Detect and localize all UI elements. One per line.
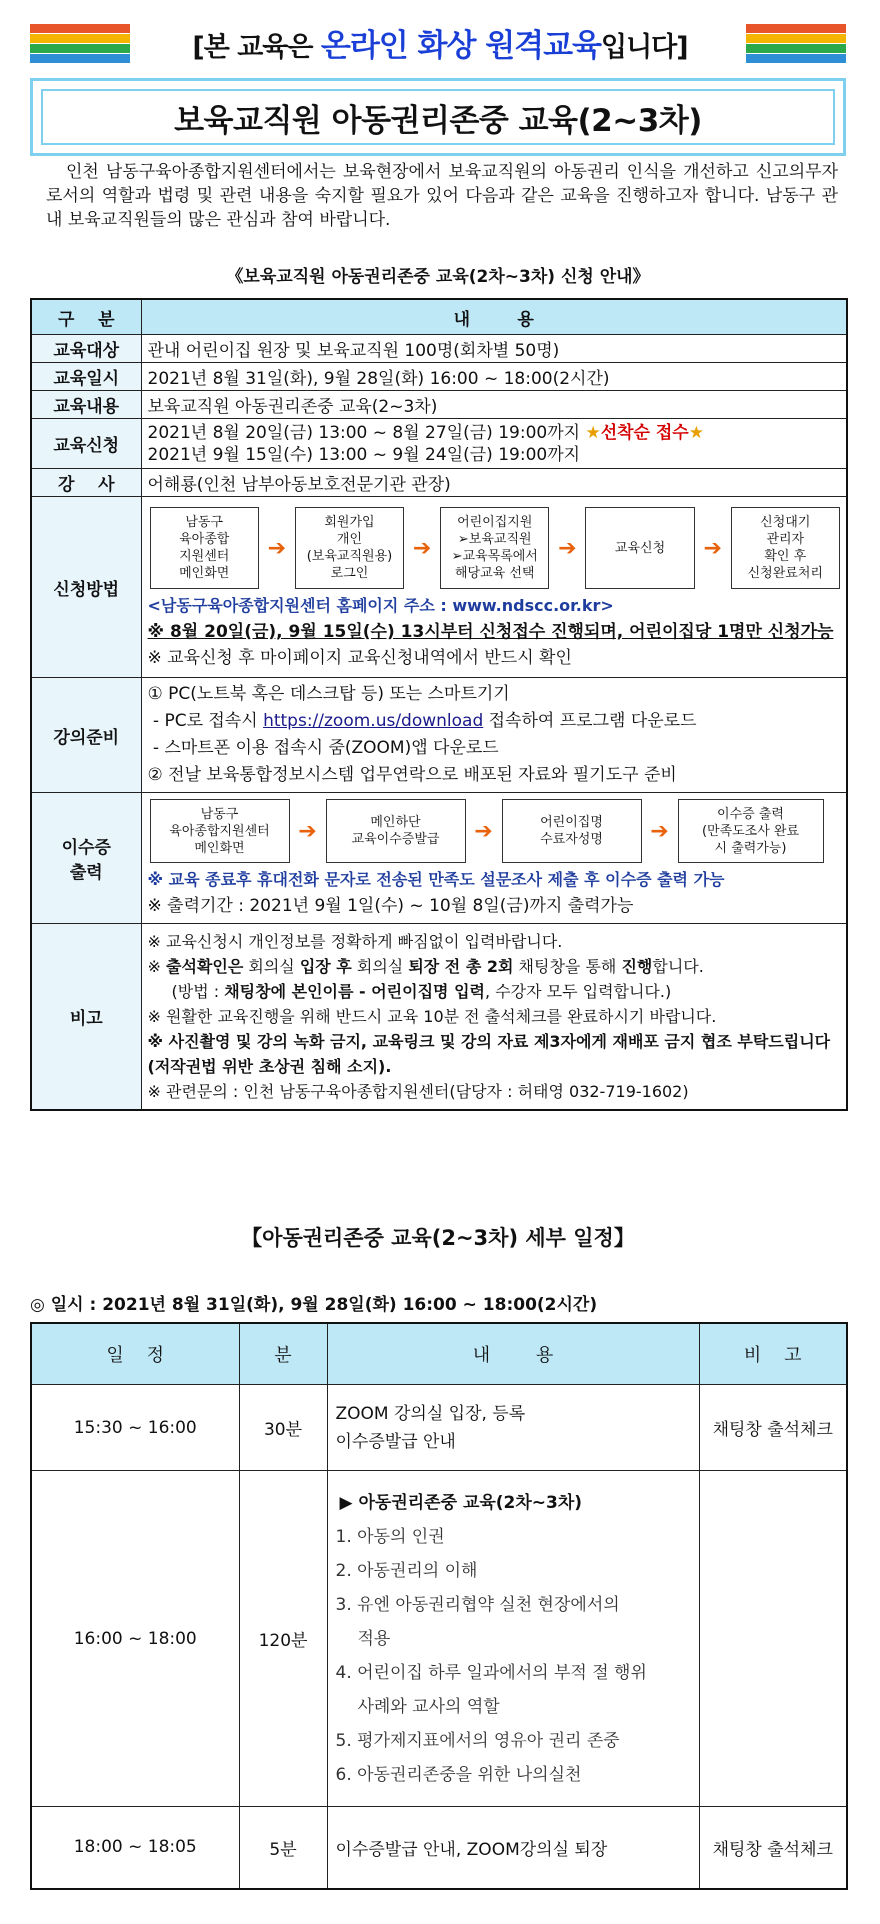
print-period: ※ 출력기간 : 2021년 9월 1일(수) ~ 10월 8일(금)까지 출력가능 [147,896,634,916]
row-label-lecturer: 강 사 [31,469,141,497]
table-row [31,497,847,678]
sched-min: 5분 [239,1807,327,1889]
arrow-right-icon: ➔ [650,818,669,844]
row-label-prep: 강의준비 [31,678,141,793]
program-item: 3. 유엔 아동권리협약 실천 현장에서의 [335,1594,620,1615]
remark-2-b: 출석확인은 [166,957,244,976]
remark-2-f: 퇴장 전 총 2회 [408,957,514,976]
program-item: 2. 아동권리의 이해 [335,1560,478,1581]
flow-step-select: 어린이집지원 ➢보육교직원 ➢교육목록에서 해당교육 선택 [440,507,549,589]
row-label-content: 교육내용 [31,391,141,419]
prep-line-3: - 스마트폰 이용 접속시 줌(ZOOM)앱 다운로드 [147,738,499,758]
arrow-right-icon: ➔ [703,535,722,561]
program-item: 5. 평가제지표에서의 영유아 권리 존중 [335,1730,620,1751]
remark-6: ※ 관련문의 : 인천 남동구육아종합지원센터(담당자 : 허태영 032-719-1602) [147,1082,689,1101]
remark-1: ※ 교육신청시 개인정보를 정확하게 빠짐없이 입력바랍니다. [147,932,563,951]
homepage-address: <남동구육아종합지원센터 홈페이지 주소 : www.ndscc.or.kr> [147,596,614,615]
row-label-remarks: 비고 [31,924,141,1111]
prep-line-4: ② 전날 보육통합정보시스템 업무연락으로 배포된 자료와 필기도구 준비 [147,765,677,785]
table-row [31,1807,847,1889]
remark-3-a: (방법 : [171,982,225,1001]
table-row [31,1471,847,1807]
program-item: 1. 아동의 인권 [335,1526,445,1547]
table-row [31,924,847,1111]
apply-period-1: 2021년 8월 20일(금) 13:00 ~ 8월 27일(금) 19:00까지 [147,422,581,443]
remark-2-g: 채팅창을 통해 [513,957,622,976]
content-value: 보육교직원 아동권리존중 교육(2~3차) [141,391,847,419]
schedule-header-row [31,1323,847,1385]
apply-flow [148,501,841,593]
sched-header-content: 내 용 [327,1323,699,1385]
sched-time: 15:30 ~ 16:00 [31,1385,239,1471]
table-row [31,335,847,363]
sched-time: 16:00 ~ 18:00 [31,1471,239,1807]
first-come-badge: 선착순 접수 [600,422,689,443]
stripe-left-decoration [30,24,130,62]
sched-content: 이수증발급 안내, ZOOM강의실 퇴장 [327,1807,699,1889]
row-label-method: 신청방법 [31,497,141,678]
prep-line-1: ① PC(노트북 혹은 데스크탑 등) 또는 스마트기기 [147,684,510,704]
arrow-right-icon: ➔ [267,535,287,561]
remark-2-i: 합니다. [652,957,704,976]
row-label-target: 교육대상 [31,335,141,363]
survey-notice: ※ 교육 종료후 휴대전화 문자로 전송된 만족도 설문조사 제출 후 이수증 출력 가능 [147,870,725,889]
row-label-cert [31,793,141,924]
sched-time: 18:00 ~ 18:05 [31,1807,239,1889]
remark-3-c: , 수강자 모두 입력합니다.) [484,982,672,1001]
apply-notice: ※ 8월 20일(금), 9월 15일(수) 13시부터 신청접수 진행되며, 어린이집당 1명만 신청가능 [147,622,834,642]
schedule-table [30,1322,848,1890]
cert-cell [141,793,847,924]
remark-3 [148,979,841,1004]
mypage-notice: ※ 교육신청 후 마이페이지 교육신청내역에서 반드시 확인 [147,648,572,668]
remark-2-h: 진행 [621,957,653,976]
intro-paragraph: 인천 남동구육아종합지원센터에서는 보육현장에서 보육교직원의 아동권리 인식을 개선하고 신고의무자로서의 역할과 법령 및 관련 내용을 숙지할 필요가 있어 다음과 같은 교육을 진행하고자 합니다. 남동구 관내 보육교직원들의 많은 관심과 참여 바랍니다. [46,162,838,230]
apply-period-2: 2021년 9월 15일(수) 13:00 ~ 9월 24일(금) 19:00까지 [147,444,581,465]
remark-2-a: ※ [147,957,166,976]
flow-step-main: 남동구 육아종합 지원센터 메인화면 [150,507,259,589]
banner-highlight: 온라인 화상 원격교육 [320,28,601,64]
prep-cell [141,678,847,793]
table-row [31,1385,847,1471]
remark-2-e: 회의실 [351,957,409,976]
remark-2-d: 입장 후 [299,957,352,976]
banner-prefix: [본 교육은 [192,32,321,63]
program-item: 4. 어린이집 하루 일과에서의 부적 절 행위 [335,1662,647,1683]
apply-info-table [30,298,848,1111]
table-header-row [31,299,847,335]
schedule-date-line: ◎ 일시 : 2021년 8월 31일(화), 9월 28일(화) 16:00 ~ 18:00(2시간) [30,1295,598,1315]
remark-5: ※ 사진촬영 및 강의 녹화 금지, 교육링크 및 강의 자료 제3자에게 재배포 금지 협조 부탁드립니다(저작권법 위반 초상권 침해 소지). [147,1032,831,1076]
cert-step-print: 이수증 출력 (만족도조사 완료 시 출력가능) [678,799,824,863]
date-value: 2021년 8월 31일(화), 9월 28일(화) 16:00 ~ 18:00(2시간) [141,363,847,391]
arrow-right-icon: ➔ [412,535,432,561]
sched-header-note: 비 고 [699,1323,847,1385]
row-label-apply: 교육신청 [31,419,141,469]
table-row [31,391,847,419]
sched-note: 채팅창 출석체크 [699,1807,847,1889]
arrow-right-icon: ➔ [298,818,317,844]
remark-2 [148,954,841,979]
apply-guide-subtitle: 《보육교직원 아동권리존중 교육(2차~3차) 신청 안내》 [226,267,650,287]
flow-step-complete: 신청대기 관리자 확인 후 신청완료처리 [731,507,840,589]
table-row [31,678,847,793]
target-value: 관내 어린이집 원장 및 보육교직원 100명(회차별 50명) [141,335,847,363]
cert-step-issue: 메인하단 교육이수증발급 [326,799,466,863]
remark-2-c: 회의실 [243,957,300,976]
lecturer-value: 어해룡(인천 남부아동보호전문기관 관장) [141,469,847,497]
sched-min: 30분 [239,1385,327,1471]
remarks-cell [141,924,847,1111]
online-banner [160,20,720,65]
banner-suffix: 입니다] [600,32,688,63]
flow-step-apply: 교육신청 [585,507,694,589]
table-row [31,363,847,391]
cert-label-1: 이수증 [61,838,111,858]
arrow-right-icon: ➔ [474,818,493,844]
sched-note: 채팅창 출석체크 [699,1385,847,1471]
remark-3-b: 채팅창에 본인이름 - 어린이집명 입력 [224,982,485,1001]
method-cell [141,497,847,678]
cert-step-name: 어린이집명 수료자성명 [502,799,642,863]
prep-line-2-suffix: 접속하여 프로그램 다운로드 [483,711,697,731]
header-category: 구 분 [31,299,141,335]
prep-line-2-text: - PC로 접속시 [147,711,264,731]
row-label-date: 교육일시 [31,363,141,391]
table-row [31,469,847,497]
sched-content [327,1385,699,1471]
zoom-download-link[interactable]: https://zoom.us/download [263,711,484,731]
flow-step-login: 회원가입 개인 (보육교직원용) 로그인 [295,507,404,589]
stripe-right-decoration [746,24,846,62]
program-heading: ▶ 아동권리존중 교육(2차~3차) [339,1492,583,1513]
title-box [30,78,846,156]
sched-content-line: ZOOM 강의실 입장, 등록 [335,1403,526,1424]
program-item: 사례와 교사의 역할 [357,1696,500,1717]
sched-min: 120분 [239,1471,327,1807]
apply-period-cell [141,419,847,469]
sched-content-line: 이수증발급 안내 [335,1431,456,1452]
program-item: 6. 아동권리존중을 위한 나의실천 [335,1764,582,1785]
star-icon: ★ [688,422,704,443]
sched-header-time: 일 정 [31,1323,239,1385]
arrow-right-icon: ➔ [558,535,577,561]
cert-flow [148,795,841,867]
star-icon: ★ [585,422,601,443]
prep-line-2 [148,708,841,735]
page-title: 보육교직원 아동권리존중 교육(2~3차) [41,89,835,145]
sched-header-min: 분 [239,1323,327,1385]
sched-content [327,1471,699,1807]
remark-4: ※ 원활한 교육진행을 위해 반드시 교육 10분 전 출석체크를 완료하시기 바랍니다. [147,1007,717,1026]
table-row [31,793,847,924]
cert-step-main: 남동구 육아종합지원센터 메인화면 [150,799,290,863]
program-item: 적용 [357,1628,391,1649]
schedule-title: 【아동권리존중 교육(2~3차) 세부 일정】 [241,1226,635,1250]
sched-note [699,1471,847,1807]
cert-label-2: 출력 [69,863,103,883]
header-content: 내 용 [141,299,847,335]
table-row [31,419,847,469]
